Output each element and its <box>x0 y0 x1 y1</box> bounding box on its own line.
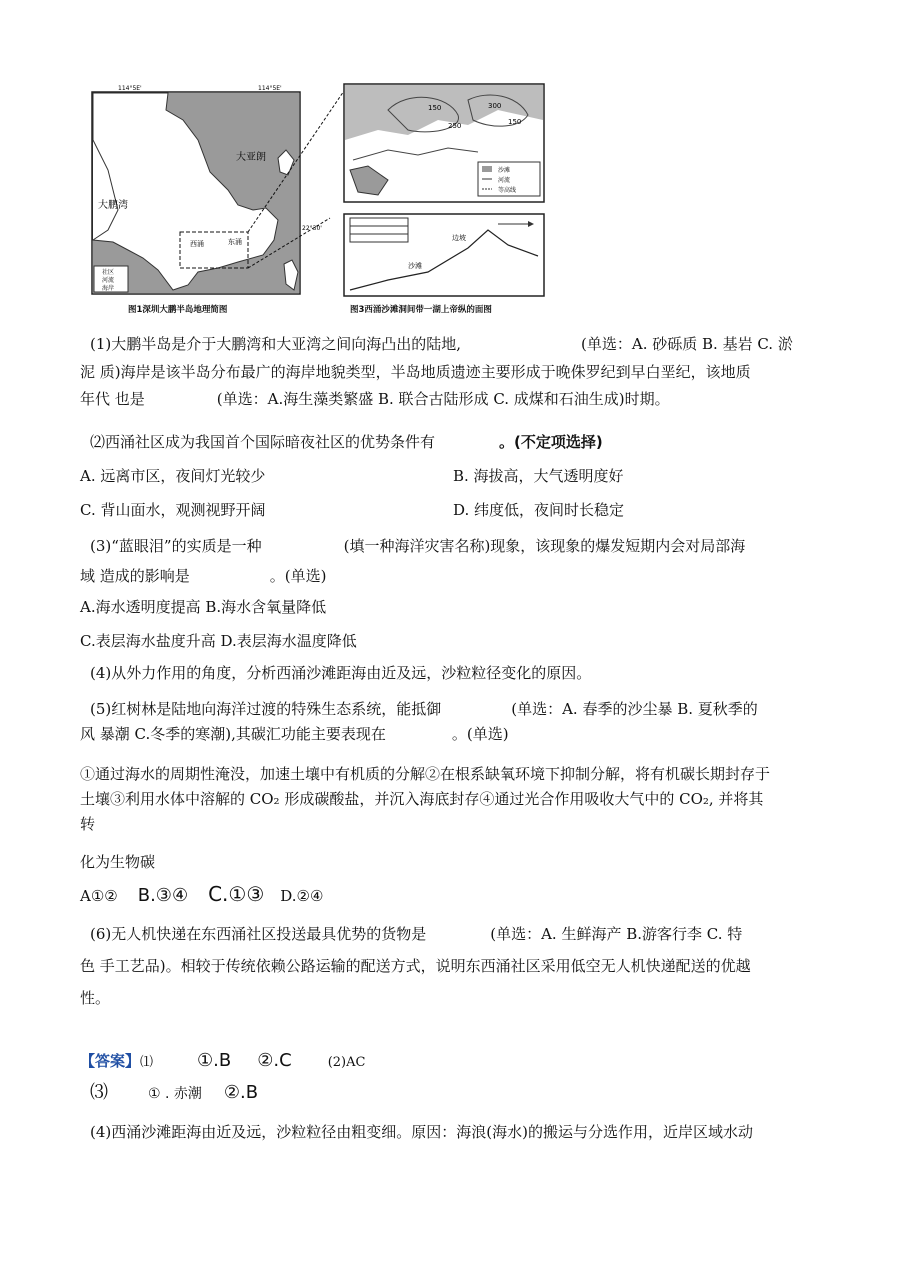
q5-statement-2: 土壤③利用水体中溶解的 CO₂ 形成碳酸盐，并沉入海底封存④通过光合作用吸收大气中的 CO₂, 并将其 <box>80 790 764 808</box>
map3-legend-1: 沙滩 <box>498 167 511 174</box>
answer-3-1: ① . 赤潮 <box>148 1086 202 1102</box>
q5-line2-tail: 。(单选) <box>451 725 509 743</box>
label-dapengwan: 大鹏湾 <box>98 200 128 211</box>
answer-line1 <box>80 1051 365 1073</box>
q6-line1-tail: (单选：A. 生鲜海产 B.游客行李 C. 特 <box>490 925 743 943</box>
map3-legend-swatch <box>482 166 492 172</box>
q1-line3-head: 年代 也是 <box>80 390 145 408</box>
q5-statement-4: 化为生物碳 <box>80 853 156 871</box>
q3-line1-head: (3)“蓝眼泪”的实质是一种 <box>90 537 262 555</box>
q3-line2 <box>80 566 327 586</box>
q5-options <box>80 884 323 906</box>
q5-line2-head: 风 暴潮 C.冬季的寒潮),其碳汇功能主要表现在 <box>80 725 386 743</box>
map3-h4: 150 <box>508 118 522 126</box>
q5-option-b: B.③④ <box>137 885 189 906</box>
answer-1-label: ⑴ <box>140 1055 154 1070</box>
q5-line1-head: (5)红树林是陆地向海洋过渡的特殊生态系统，能抵御 <box>90 700 442 718</box>
q2-stem <box>90 432 603 452</box>
q1-stem: (1)大鹏半岛是介于大鹏湾和大亚湾之间向海凸出的陆地, <box>90 335 462 353</box>
q5-line1-tail: (单选：A. 春季的沙尘暴 B. 夏秋季的 <box>511 700 758 718</box>
q5-statement-3: 转 <box>80 815 96 833</box>
q5-line2 <box>80 724 509 744</box>
q6-line1-head: (6)无人机快递在东西涌社区投送最具优势的货物是 <box>90 925 427 943</box>
map3-h1: 150 <box>428 104 442 112</box>
label-lat1: 22°30' <box>302 225 322 232</box>
q5-option-a: A①② <box>80 887 118 905</box>
q2-stem-tail: 。(不定项选择) <box>499 433 603 451</box>
q1-options: (单选：A. 砂砾质 B. 基岩 C. 淤 <box>581 335 793 353</box>
label-lon2: 114°5E' <box>258 85 282 92</box>
q4-line: (4)从外力作用的角度，分析西涌沙滩距海由近及远，沙粒粒径变化的原因。 <box>90 664 592 682</box>
answer-tag: 【答案】 <box>80 1052 141 1070</box>
q2-option-b: B. 海拔高，大气透明度好 <box>453 467 624 485</box>
answer-line2 <box>90 1083 258 1104</box>
q5-line1 <box>90 699 758 719</box>
q6-line2: 色 手工艺品)。相较于传统依赖公路运输的配送方式，说明东西涌社区采用低空无人机快递配送的优越 <box>80 957 751 975</box>
q5-option-d: D.②④ <box>280 887 324 905</box>
map3-caption: 图3西涌沙滩洞间带一湖上帝纵的面图 <box>350 305 492 315</box>
profile-label-shatan: 沙滩 <box>408 262 422 270</box>
q1-line3 <box>80 389 670 409</box>
q3-line1 <box>90 536 745 556</box>
map3-h2: 250 <box>448 122 462 130</box>
figure-maps <box>88 80 550 316</box>
q6-line3: 性。 <box>80 989 111 1007</box>
answer-3-2: ②.B <box>223 1082 259 1103</box>
map1-legend-1: 社区 <box>102 269 115 276</box>
answer-1-2: ②.C <box>257 1050 292 1071</box>
label-dongyong: 东涌 <box>228 238 242 246</box>
answer-1-1: ①.B <box>197 1050 232 1071</box>
map3-h3: 300 <box>488 102 502 110</box>
q1-line3-options: (单选：A.海生藻类繁盛 B. 联合古陆形成 C. 成煤和石油生成)时期。 <box>216 390 670 408</box>
q1-line2: 泥 质)海岸是该半岛分布最广的海岸地貌类型，半岛地质遗迹主要形成于晚侏罗纪到早白垩纪，该地质 <box>80 363 751 381</box>
figure-svg <box>88 80 550 316</box>
map1-legend-3: 海岸 <box>102 285 115 292</box>
q5-statement-1: ①通过海水的周期性淹没，加速土壤中有机质的分解②在根系缺氧环境下抑制分解，将有机碳长期封存于 <box>80 765 771 783</box>
q5-option-c: C.①③ <box>208 882 265 906</box>
answer-3-label: ⑶ <box>90 1082 108 1103</box>
map1-legend-2: 河流 <box>102 277 115 284</box>
q3-line1-tail: (填一种海洋灾害名称)现象，该现象的爆发短期内会对局部海 <box>343 537 746 555</box>
q2-stem-text: ⑵西涌社区成为我国首个国际暗夜社区的优势条件有 <box>90 433 436 451</box>
label-lon1: 114°5E' <box>118 85 142 92</box>
q3-options-cd: C.表层海水盐度升高 D.表层海水温度降低 <box>80 632 357 650</box>
label-xiyong: 西涌 <box>190 240 204 248</box>
q1-line1 <box>90 334 793 354</box>
q2-option-c: C. 背山面水，观测视野开阔 <box>80 501 266 519</box>
q2-option-d: D. 纬度低，夜间时长稳定 <box>453 501 625 519</box>
q3-line2-tail: 。(单选) <box>269 567 327 585</box>
profile-label-bianpo: 边坡 <box>452 234 466 242</box>
answer-2: (2)AC <box>327 1055 366 1070</box>
map1-caption: 图1深圳大鹏半岛地理简图 <box>128 305 228 315</box>
q3-options-ab: A.海水透明度提高 B.海水含氧量降低 <box>80 598 327 616</box>
q3-line2-head: 域 造成的影响是 <box>80 567 190 585</box>
label-dayawan: 大亚朗 <box>236 152 266 163</box>
map3-legend-2: 河流 <box>498 177 511 184</box>
answer-line3: (4)西涌沙滩距海由近及远，沙粒粒径由粗变细。原因：海浪(海水)的搬运与分选作用，近岸区域水动 <box>90 1123 753 1141</box>
map3-legend-3: 等高线 <box>498 187 517 194</box>
q6-line1 <box>90 924 742 944</box>
q2-option-a: A. 远离市区，夜间灯光较少 <box>80 467 266 485</box>
